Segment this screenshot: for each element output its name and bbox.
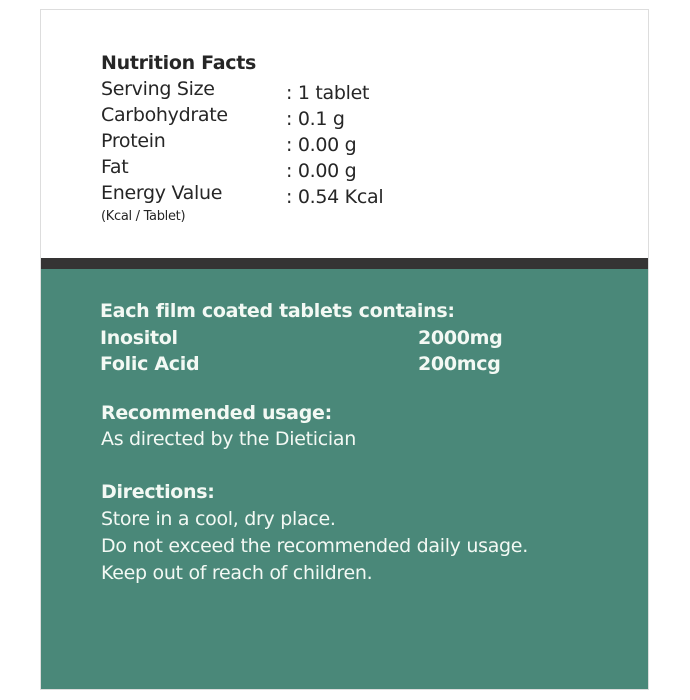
nutrition-value: : 1 tablet	[286, 82, 370, 104]
nutrition-label: Serving Size	[101, 78, 215, 100]
directions-heading: Directions:	[101, 481, 215, 503]
directions-line: Store in a cool, dry place.	[101, 508, 336, 530]
usage-text: As directed by the Dietician	[101, 428, 356, 450]
composition-heading: Each film coated tablets contains:	[100, 300, 455, 322]
nutrition-value: : 0.1 g	[286, 108, 345, 130]
divider-bar	[41, 258, 648, 269]
directions-line: Do not exceed the recommended daily usage.	[101, 535, 528, 557]
nutrition-value: : 0.00 g	[286, 134, 357, 156]
ingredients-panel	[41, 269, 648, 689]
product-label	[40, 9, 649, 690]
ingredient-name: Inositol	[100, 327, 178, 349]
nutrition-label: Carbohydrate	[101, 104, 228, 126]
usage-heading: Recommended usage:	[101, 402, 332, 424]
nutrition-facts-panel	[41, 10, 648, 258]
ingredient-name: Folic Acid	[100, 353, 200, 375]
nutrition-label: Energy Value	[101, 182, 223, 204]
nutrition-label: Fat	[101, 156, 129, 178]
nutrition-title: Nutrition Facts	[101, 52, 257, 74]
nutrition-label: Protein	[101, 130, 166, 152]
nutrition-value: : 0.00 g	[286, 160, 357, 182]
ingredient-amount: 2000mg	[418, 327, 503, 349]
ingredient-amount: 200mcg	[418, 353, 501, 375]
directions-line: Keep out of reach of children.	[101, 562, 373, 584]
nutrition-value: : 0.54 Kcal	[286, 186, 384, 208]
energy-note: (Kcal / Tablet)	[101, 209, 186, 224]
